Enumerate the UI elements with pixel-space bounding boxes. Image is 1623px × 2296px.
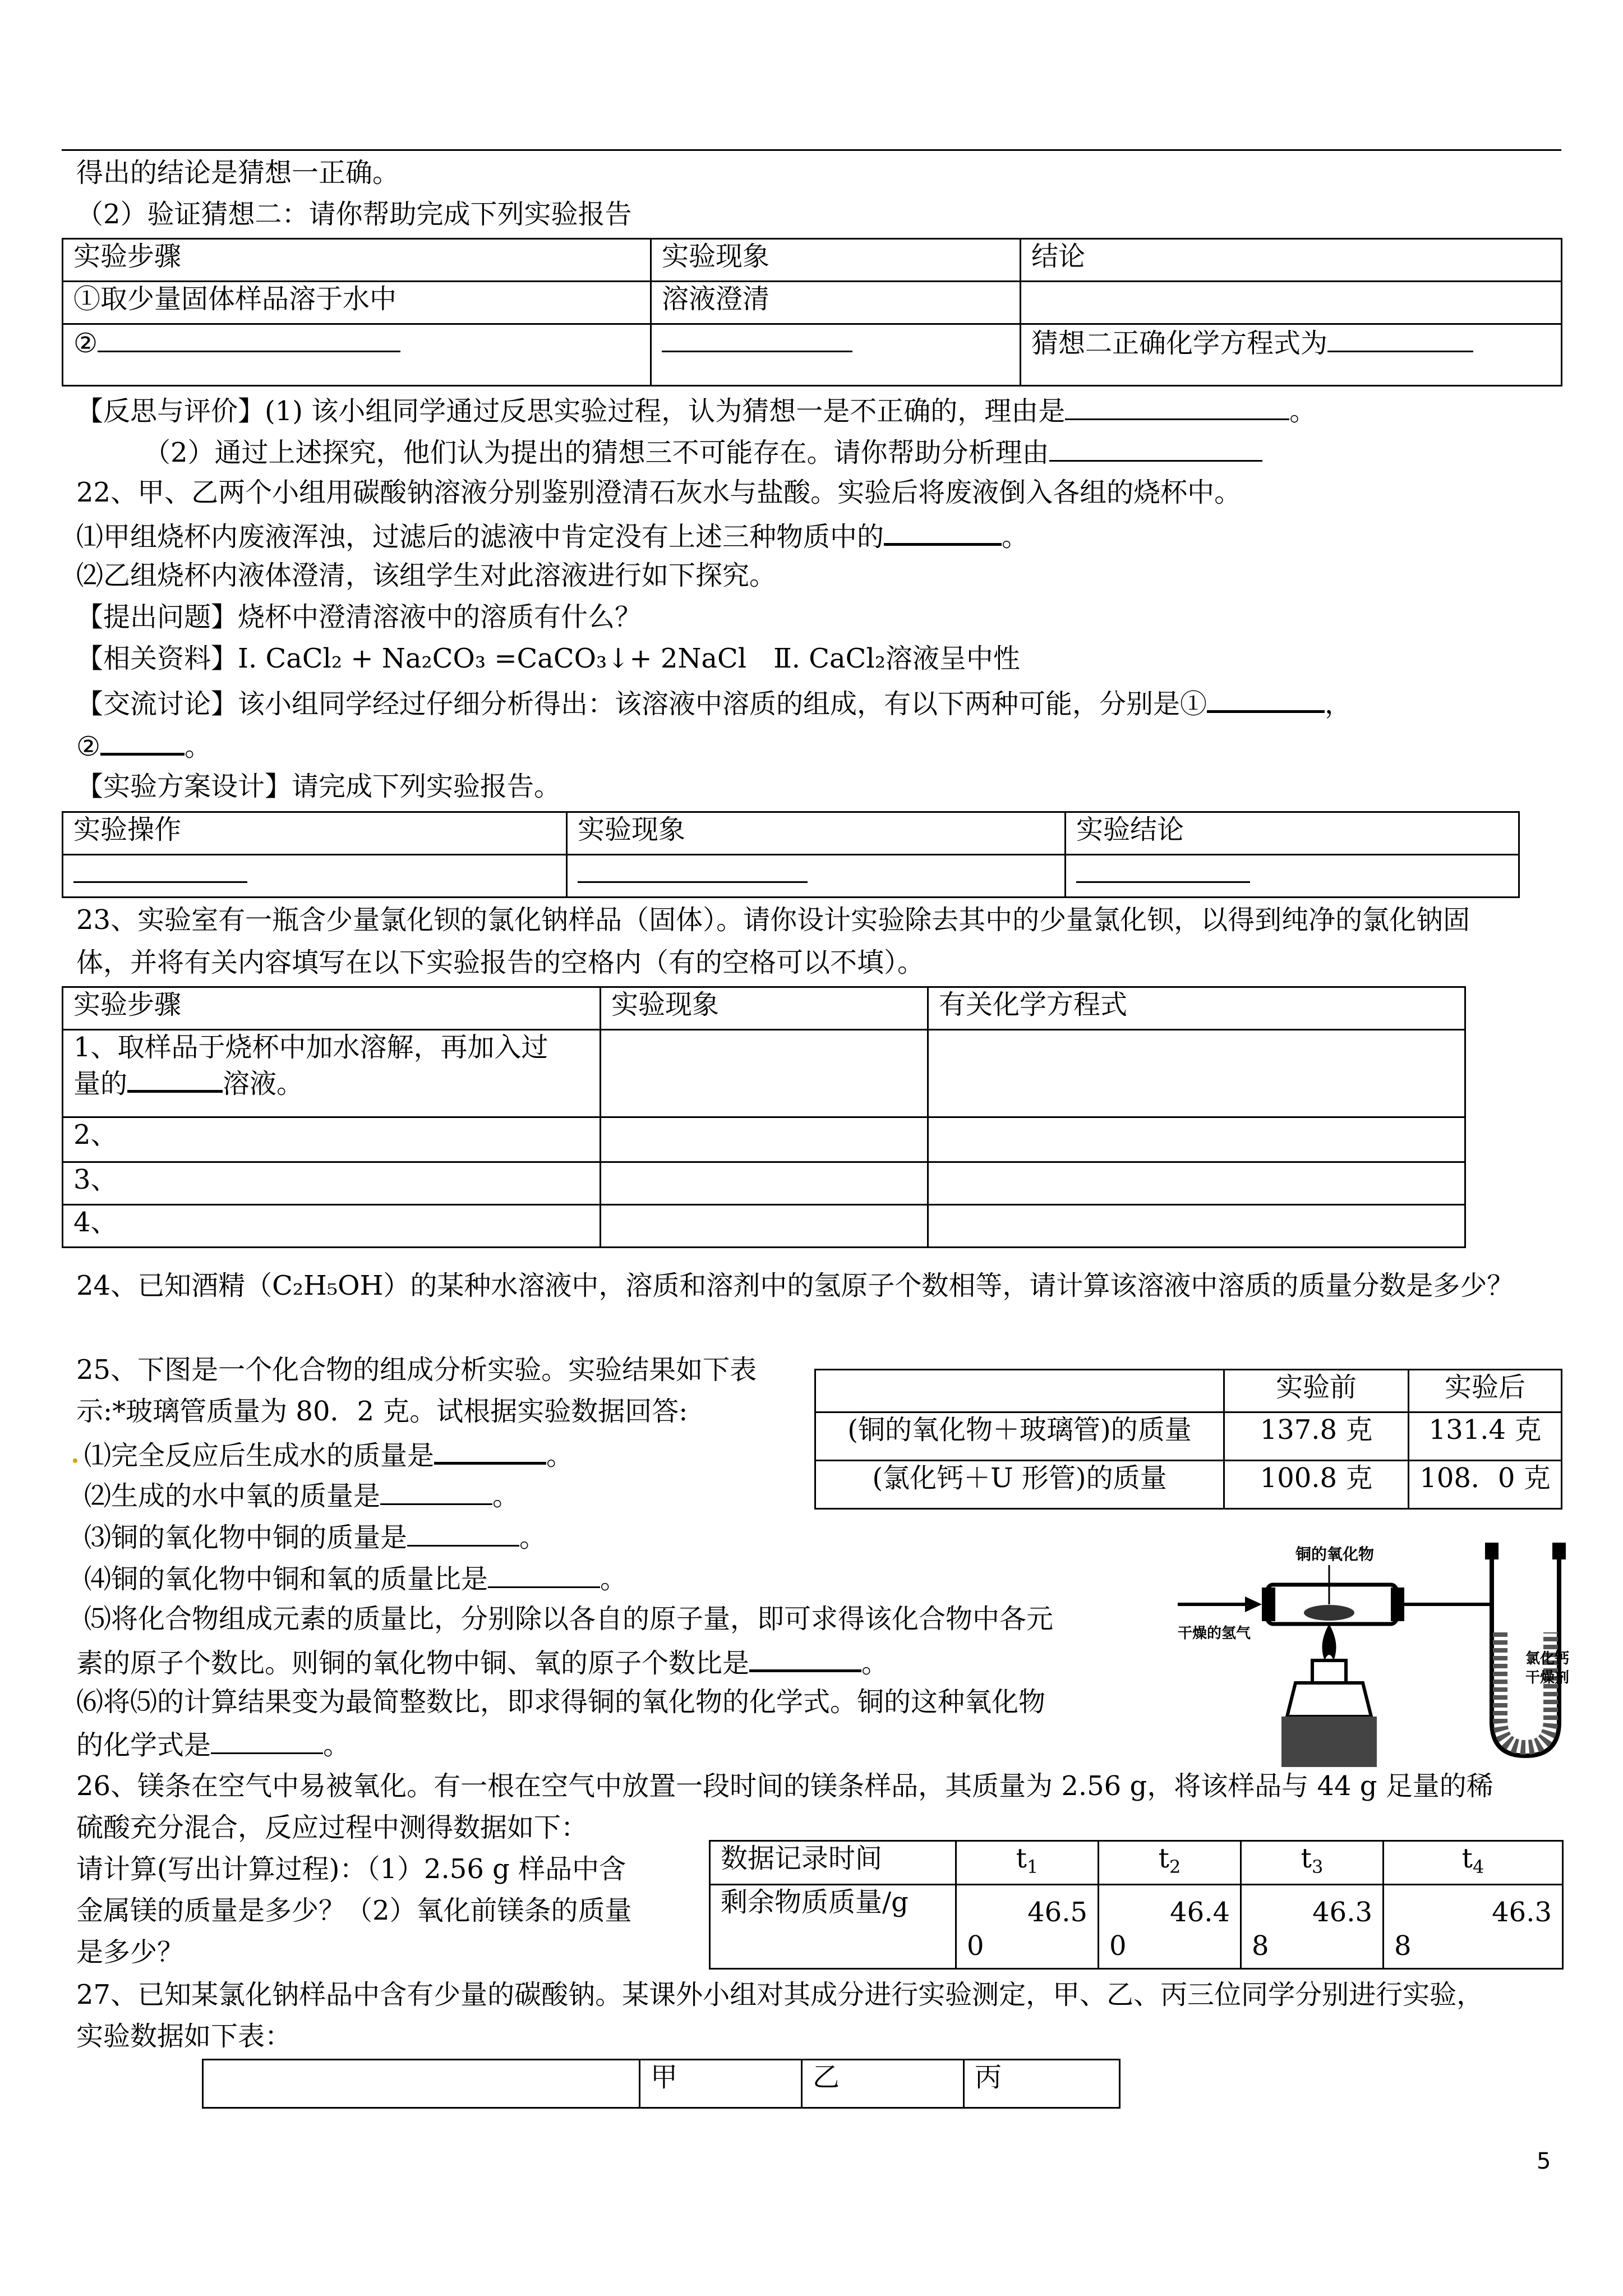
value: 0: [967, 1930, 984, 1962]
question-26-e: 是多少？: [76, 1936, 185, 1968]
table-cell: [601, 1030, 928, 1117]
punct: 。: [1289, 395, 1317, 427]
table-cell: [63, 855, 567, 898]
table-cell: (氯化钙＋U 形管)的质量: [815, 1461, 1224, 1509]
punct: 。: [546, 1440, 574, 1471]
table-cell: [601, 1117, 928, 1162]
discussion-text: 【交流讨论】该小组同学经过仔细分析得出：该溶液中溶质的组成，有以下两种可能，分别是①: [76, 688, 1207, 720]
table-cell: [651, 324, 1021, 386]
answer-blank[interactable]: [578, 855, 808, 883]
value: 0: [1109, 1930, 1127, 1962]
table-cell: [956, 1885, 1099, 1969]
table-header: 实验现象: [651, 239, 1021, 282]
table-header: 实验步骤: [63, 239, 651, 282]
experiment-report-table-2: [62, 811, 1520, 898]
punct: 。: [519, 1522, 547, 1553]
table-cell: 100.8 克: [1224, 1461, 1409, 1509]
table-header: [815, 1370, 1224, 1412]
conclusion-line: 得出的结论是猜想一正确。: [76, 157, 400, 188]
table-cell: [928, 1030, 1465, 1117]
answer-blank[interactable]: [434, 1436, 546, 1465]
u-tube-stopper-left: [1485, 1543, 1498, 1559]
punct: 。: [185, 731, 212, 762]
table-header: $t_2$: [1099, 1841, 1241, 1885]
question-27-b: 实验数据如下表：: [76, 2021, 292, 2052]
answer-blank[interactable]: [1076, 855, 1250, 883]
question-25-part-3: [84, 1519, 546, 1554]
step-1-text: 溶液。: [223, 1068, 304, 1099]
answer-blank[interactable]: [749, 1644, 861, 1672]
table-cell: 3、: [63, 1162, 601, 1205]
table-header: 有关化学方程式: [928, 987, 1465, 1030]
table-cell: (铜的氧化物＋玻璃管)的质量: [815, 1412, 1224, 1461]
magnesium-data-table: [709, 1840, 1564, 1970]
question-25-part-6b: [76, 1727, 350, 1762]
value: 8: [1252, 1930, 1269, 1962]
table-header: 丙: [964, 2060, 1120, 2108]
table-cell: [63, 324, 651, 386]
answer-blank[interactable]: [407, 1519, 519, 1547]
step-2-label: ②: [73, 328, 98, 359]
punct: ，: [1325, 688, 1352, 720]
question-22-part-1: [76, 517, 1029, 554]
answer-blank[interactable]: [1327, 325, 1473, 352]
sample-data-table: [202, 2059, 1121, 2109]
step-1-text: 量的: [73, 1068, 128, 1099]
page-number: 5: [1537, 2148, 1551, 2174]
answer-blank[interactable]: [1049, 434, 1262, 462]
answer-blank[interactable]: [380, 1478, 492, 1505]
question-24: 24、已知酒精（C₂H₅OH）的某种水溶液中，溶质和溶剂中的氢原子个数相等，请计算该溶液中溶质的质量分数是多少？: [76, 1270, 1514, 1301]
table-header: 乙: [802, 2060, 964, 2108]
table-header: $t_1$: [956, 1841, 1099, 1885]
question-25-part-1: [84, 1436, 573, 1473]
value: 46.3: [1492, 1897, 1552, 1928]
answer-blank[interactable]: [662, 325, 852, 352]
table-header: 实验前: [1224, 1370, 1409, 1412]
question-23-b: 体，并将有关内容填写在以下实验报告的空格内（有的空格可以不填）。: [76, 947, 925, 978]
answer-blank[interactable]: [127, 1064, 223, 1093]
question-25-b: 示:*玻璃管质量为 80．2 克。试根据实验数据回答:: [76, 1396, 688, 1427]
q25-text: 的化学式是: [76, 1729, 211, 1761]
discussion-2: [76, 727, 211, 763]
table-cell: [1241, 1885, 1384, 1969]
table-cell: [63, 1030, 601, 1117]
punct: 。: [600, 1563, 628, 1595]
table-cell: ①取少量固体样品溶于水中: [63, 282, 651, 324]
table-header: $t_4$: [1384, 1841, 1563, 1885]
q25-text: ⑷铜的氧化物中铜和氧的质量比是: [84, 1563, 488, 1595]
table-cell: [601, 1162, 928, 1205]
table-header: [203, 2060, 640, 2108]
table-cell: [1021, 282, 1562, 324]
reflection-2: [144, 434, 1262, 470]
value: 46.5: [1027, 1897, 1087, 1928]
table-header: 结论: [1021, 239, 1562, 282]
tube-stopper-left: [1262, 1588, 1275, 1621]
discussion-2-label: ②: [76, 731, 101, 762]
verify-hypothesis-2: （2）验证猜想二：请你帮助完成下列实验报告: [76, 199, 632, 230]
reflection-1: [76, 393, 1316, 428]
table-cell: [928, 1205, 1465, 1248]
question-25-part-5a: ⑸将化合物组成元素的质量比，分别除以各自的原子量，即可求得该化合物中各元: [84, 1603, 1054, 1635]
table-header: 甲: [640, 2060, 802, 2108]
punct: 。: [492, 1480, 520, 1512]
margin-dot: [73, 1458, 77, 1463]
flame-icon: [1322, 1624, 1336, 1660]
copper-oxide-sample: [1304, 1605, 1354, 1621]
question-25-part-4: [84, 1561, 627, 1596]
q25-text: ⑶铜的氧化物中铜的质量是: [84, 1522, 408, 1553]
label-copper-oxide: 铜的氧化物: [1295, 1545, 1375, 1563]
label-cacl2: [1525, 1649, 1569, 1687]
table-cell: 4、: [63, 1205, 601, 1248]
table-cell: [567, 855, 1066, 898]
experiment-report-table-3: [62, 986, 1466, 1248]
label-cacl2-line2: 干燥剂: [1525, 1669, 1570, 1686]
value: 46.4: [1170, 1897, 1230, 1928]
table-row-label: 剩余物质质量/g: [710, 1885, 956, 1969]
question-26-c: 请计算(写出计算过程)：（1）2.56 g 样品中含: [76, 1853, 626, 1885]
table-header: $t_3$: [1241, 1841, 1384, 1885]
answer-blank[interactable]: [1207, 684, 1325, 713]
design-heading: 【实验方案设计】请完成下列实验报告。: [76, 771, 561, 802]
answer-blank[interactable]: [98, 325, 400, 352]
question-25-part-2: [84, 1478, 519, 1513]
q25-text: ⑴完全反应后生成水的质量是: [84, 1440, 435, 1471]
table-header: 实验操作: [63, 812, 567, 855]
table-header: 实验结论: [1066, 812, 1519, 855]
table-cell: [1099, 1885, 1241, 1969]
answer-blank[interactable]: [73, 855, 247, 883]
question-23-a: 23、实验室有一瓶含少量氯化钡的氯化钠样品（固体）。请你设计实验除去其中的少量氯化钡，以得到纯净的氯化钠固: [76, 904, 1470, 936]
reflection-text: （2）通过上述探究，他们认为提出的猜想三不可能存在。请你帮助分析理由: [144, 437, 1049, 468]
ask-question: 【提出问题】烧杯中澄清溶液中的溶质有什么？: [76, 601, 642, 633]
question-22-part-2: ⑵乙组烧杯内液体澄清，该组学生对此溶液进行如下探究。: [76, 560, 777, 591]
q25-text: ⑵生成的水中氧的质量是: [84, 1480, 381, 1512]
table-cell: [1021, 324, 1562, 386]
q22-1-text: ⑴甲组烧杯内废液浑浊，过滤后的滤液中肯定没有上述三种物质中的: [76, 521, 884, 553]
table-cell: 131.4 克: [1409, 1412, 1562, 1461]
question-26-a: 26、镁条在空气中易被氧化。有一根在空气中放置一段时间的镁条样品，其质量为 2.56 g，将该样品与 44 g 足量的稀: [76, 1770, 1493, 1802]
question-25-a: 25、下图是一个化合物的组成分析实验。实验结果如下表: [76, 1354, 757, 1386]
mass-data-table: [814, 1369, 1562, 1510]
table-cell: [1384, 1885, 1563, 1969]
lamp-neck: [1312, 1660, 1346, 1683]
answer-blank[interactable]: [211, 1727, 323, 1754]
table-header: 实验现象: [567, 812, 1066, 855]
table-header: 实验后: [1409, 1370, 1562, 1412]
table-header: 数据记录时间: [710, 1841, 956, 1885]
step-1-text: 1、取样品于烧杯中加水溶解，再加入过: [73, 1032, 548, 1063]
equation-label: 猜想二正确化学方程式为: [1031, 328, 1328, 359]
u-tube-stopper-right: [1552, 1543, 1566, 1559]
question-22: 22、甲、乙两个小组用碳酸钠溶液分别鉴别澄清石灰水与盐酸。实验后将废液倒入各组的烧杯中。: [76, 477, 1242, 508]
header-rule: [62, 149, 1561, 151]
related-info: 【相关资料】Ⅰ. CaCl₂ + Na₂CO₃ =CaCO₃↓+ 2NaCl Ⅱ. CaCl₂溶液呈中性: [76, 643, 1020, 674]
arrow-head-icon: [1245, 1596, 1262, 1612]
discussion: [76, 684, 1352, 721]
punct: 。: [861, 1648, 889, 1679]
label-cacl2-line1: 氯化钙: [1525, 1650, 1570, 1667]
table-cell: 2、: [63, 1117, 601, 1162]
experiment-report-table-1: [62, 238, 1562, 386]
table-cell: 108．0 克: [1409, 1461, 1562, 1509]
table-cell: [601, 1205, 928, 1248]
table-cell: 137.8 克: [1224, 1412, 1409, 1461]
alcohol-lamp: [1287, 1683, 1371, 1717]
answer-blank[interactable]: [100, 727, 185, 756]
table-cell: [928, 1162, 1465, 1205]
value: 46.3: [1312, 1897, 1372, 1928]
answer-blank[interactable]: [1065, 393, 1289, 420]
table-cell: 溶液澄清: [651, 282, 1021, 324]
answer-blank[interactable]: [884, 517, 1002, 546]
question-25-part-6a: ⑹将⑸的计算结果变为最简整数比，即求得铜的氧化物的化学式。铜的这种氧化物: [76, 1686, 1046, 1718]
q25-text: 素的原子个数比。则铜的氧化物中铜、氧的原子个数比是: [76, 1648, 750, 1679]
punct: 。: [1002, 521, 1029, 553]
table-header: 实验步骤: [63, 987, 601, 1030]
wood-block: [1281, 1717, 1377, 1767]
reflection-text: 【反思与评价】(1) 该小组同学通过反思实验过程，认为猜想一是不正确的，理由是: [76, 395, 1066, 427]
tube-stopper-right: [1391, 1588, 1404, 1621]
question-26-b: 硫酸充分混合，反应过程中测得数据如下：: [76, 1812, 588, 1843]
table-header: 实验现象: [601, 987, 928, 1030]
apparatus-diagram: [1178, 1531, 1581, 1767]
question-27-a: 27、已知某氯化钠样品中含有少量的碳酸钠。某课外小组对其成分进行实验测定，甲、乙、丙三位同学分别进行实验，: [76, 1979, 1484, 2010]
question-25-part-5b: [76, 1644, 888, 1680]
punct: 。: [323, 1729, 351, 1761]
label-dry-hydrogen: 干燥的氢气: [1178, 1625, 1251, 1642]
table-cell: [928, 1117, 1465, 1162]
table-cell: [1066, 855, 1519, 898]
answer-blank[interactable]: [488, 1561, 600, 1588]
value: 8: [1394, 1930, 1412, 1962]
question-26-d: 金属镁的质量是多少？（2）氧化前镁条的质量: [76, 1895, 632, 1926]
